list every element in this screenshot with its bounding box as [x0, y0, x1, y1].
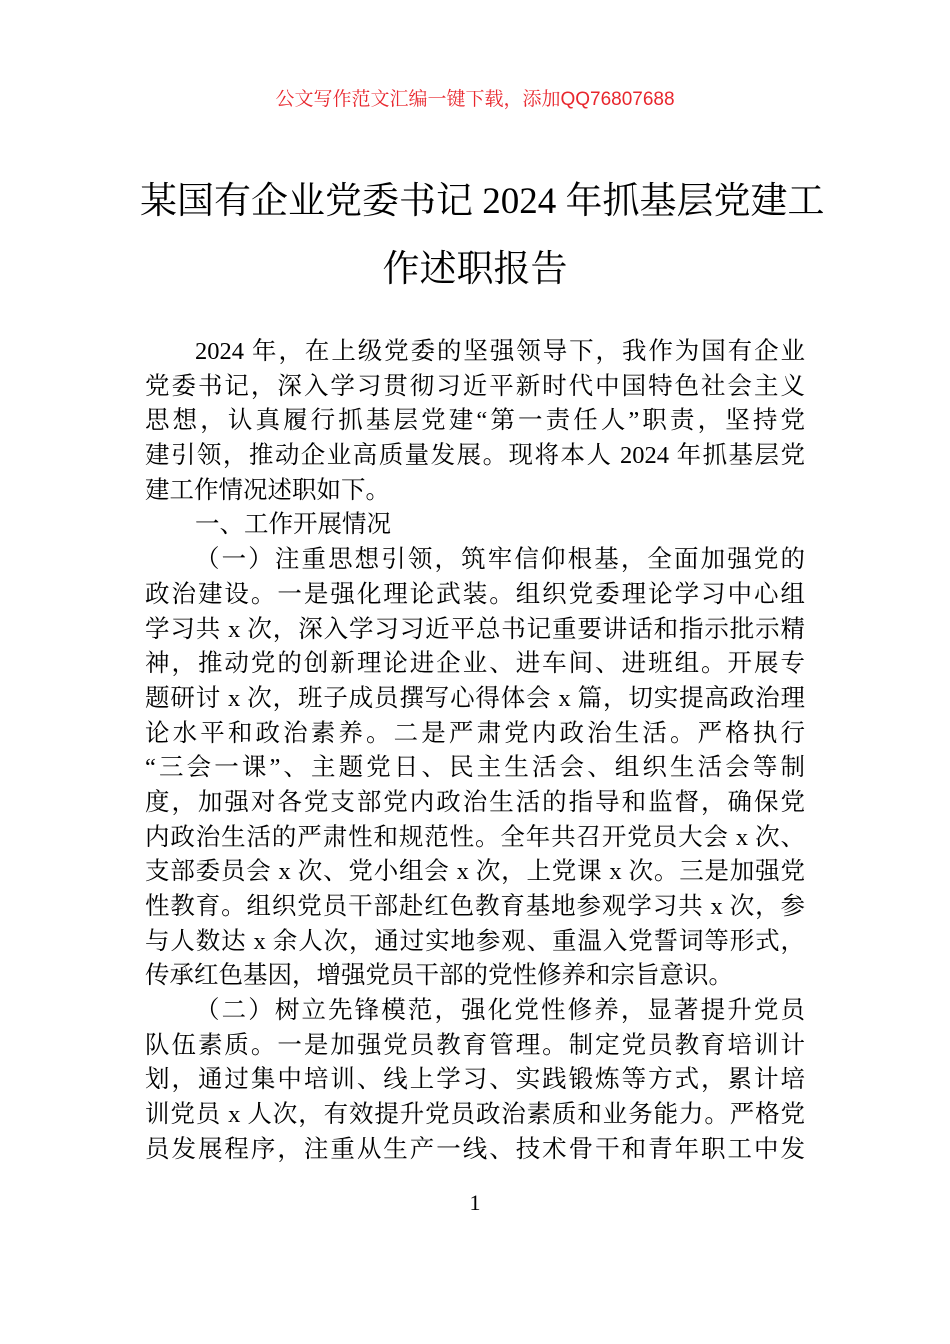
paragraph: [145, 994, 805, 1167]
paragraph-line: 思想，认真履行抓基层党建“第一责任人”职责，坚持党: [145, 407, 805, 435]
title-line: 作述职报告: [382, 249, 568, 290]
paragraph-line: （一）注重思想引领，筑牢信仰根基，全面加强党的: [195, 546, 805, 574]
page-number: 1: [469, 1190, 481, 1215]
paragraph: [145, 543, 805, 994]
paragraph-line: “三会一课”、主题党日、民主生活会、组织生活会等制: [145, 754, 805, 782]
title-line: 某国有企业党委书记 2024 年抓基层党建工: [140, 181, 825, 222]
paragraph-line: 队伍素质。一是加强党员教育管理。制定党员教育培训计: [145, 1031, 805, 1059]
paragraph-line: 2024 年，在上级党委的坚强领导下，我作为国有企业: [195, 338, 805, 365]
paragraph-line: 学习共 x 次，深入学习习近平总书记重要讲话和指示批示精: [145, 615, 805, 643]
paragraph-line: 党委书记，深入学习贯彻习近平新时代中国特色社会主义: [145, 372, 805, 400]
paragraph-line: 训党员 x 人次，有效提升党员政治素质和业务能力。严格党: [145, 1101, 805, 1129]
paragraph-line: 一、工作开展情况: [195, 511, 391, 539]
paragraph-line: 建工作情况述职如下。: [145, 476, 390, 504]
paragraph-line: 政治建设。一是强化理论武装。组织党委理论学习中心组: [145, 580, 805, 608]
paragraph-line: 与人数达 x 余人次，通过实地参观、重温入党誓词等形式，: [145, 927, 805, 955]
paragraph-line: 度，加强对各党支部党内政治生活的指导和监督，确保党: [145, 788, 805, 816]
document-title: [140, 168, 825, 304]
paragraph-line: 员发展程序，注重从生产一线、技术骨干和青年职工中发: [145, 1135, 805, 1163]
paragraph-line: 建引领，推动企业高质量发展。现将本人 2024 年抓基层党: [145, 442, 805, 470]
paragraph-line: 性教育。组织党员干部赴红色教育基地参观学习共 x 次，参: [145, 893, 805, 920]
watermark-header: 公文写作范文汇编一键下载，添加QQ76807688: [275, 89, 675, 110]
paragraph-line: 支部委员会 x 次、党小组会 x 次，上党课 x 次。三是加强党: [145, 858, 805, 886]
paragraph-line: 传承红色基因，增强党员干部的党性修养和宗旨意识。: [145, 962, 733, 990]
paragraph: [145, 335, 805, 508]
paragraph-line: 神，推动党的创新理论进企业、进车间、进班组。开展专: [145, 650, 805, 678]
paragraph-line: （二）树立先锋模范，强化党性修养，显著提升党员: [195, 997, 805, 1025]
paragraph-line: 题研讨 x 次，班子成员撰写心得体会 x 篇，切实提高政治理: [145, 684, 805, 712]
paragraph: [145, 508, 805, 543]
paragraph-line: 内政治生活的严肃性和规范性。全年共召开党员大会 x 次、: [145, 823, 805, 851]
paragraph-line: 划，通过集中培训、线上学习、实践锻炼等方式，累计培: [145, 1066, 805, 1094]
paragraph-line: 论水平和政治素养。二是严肃党内政治生活。严格执行: [145, 719, 805, 747]
document-body: [145, 335, 805, 1168]
